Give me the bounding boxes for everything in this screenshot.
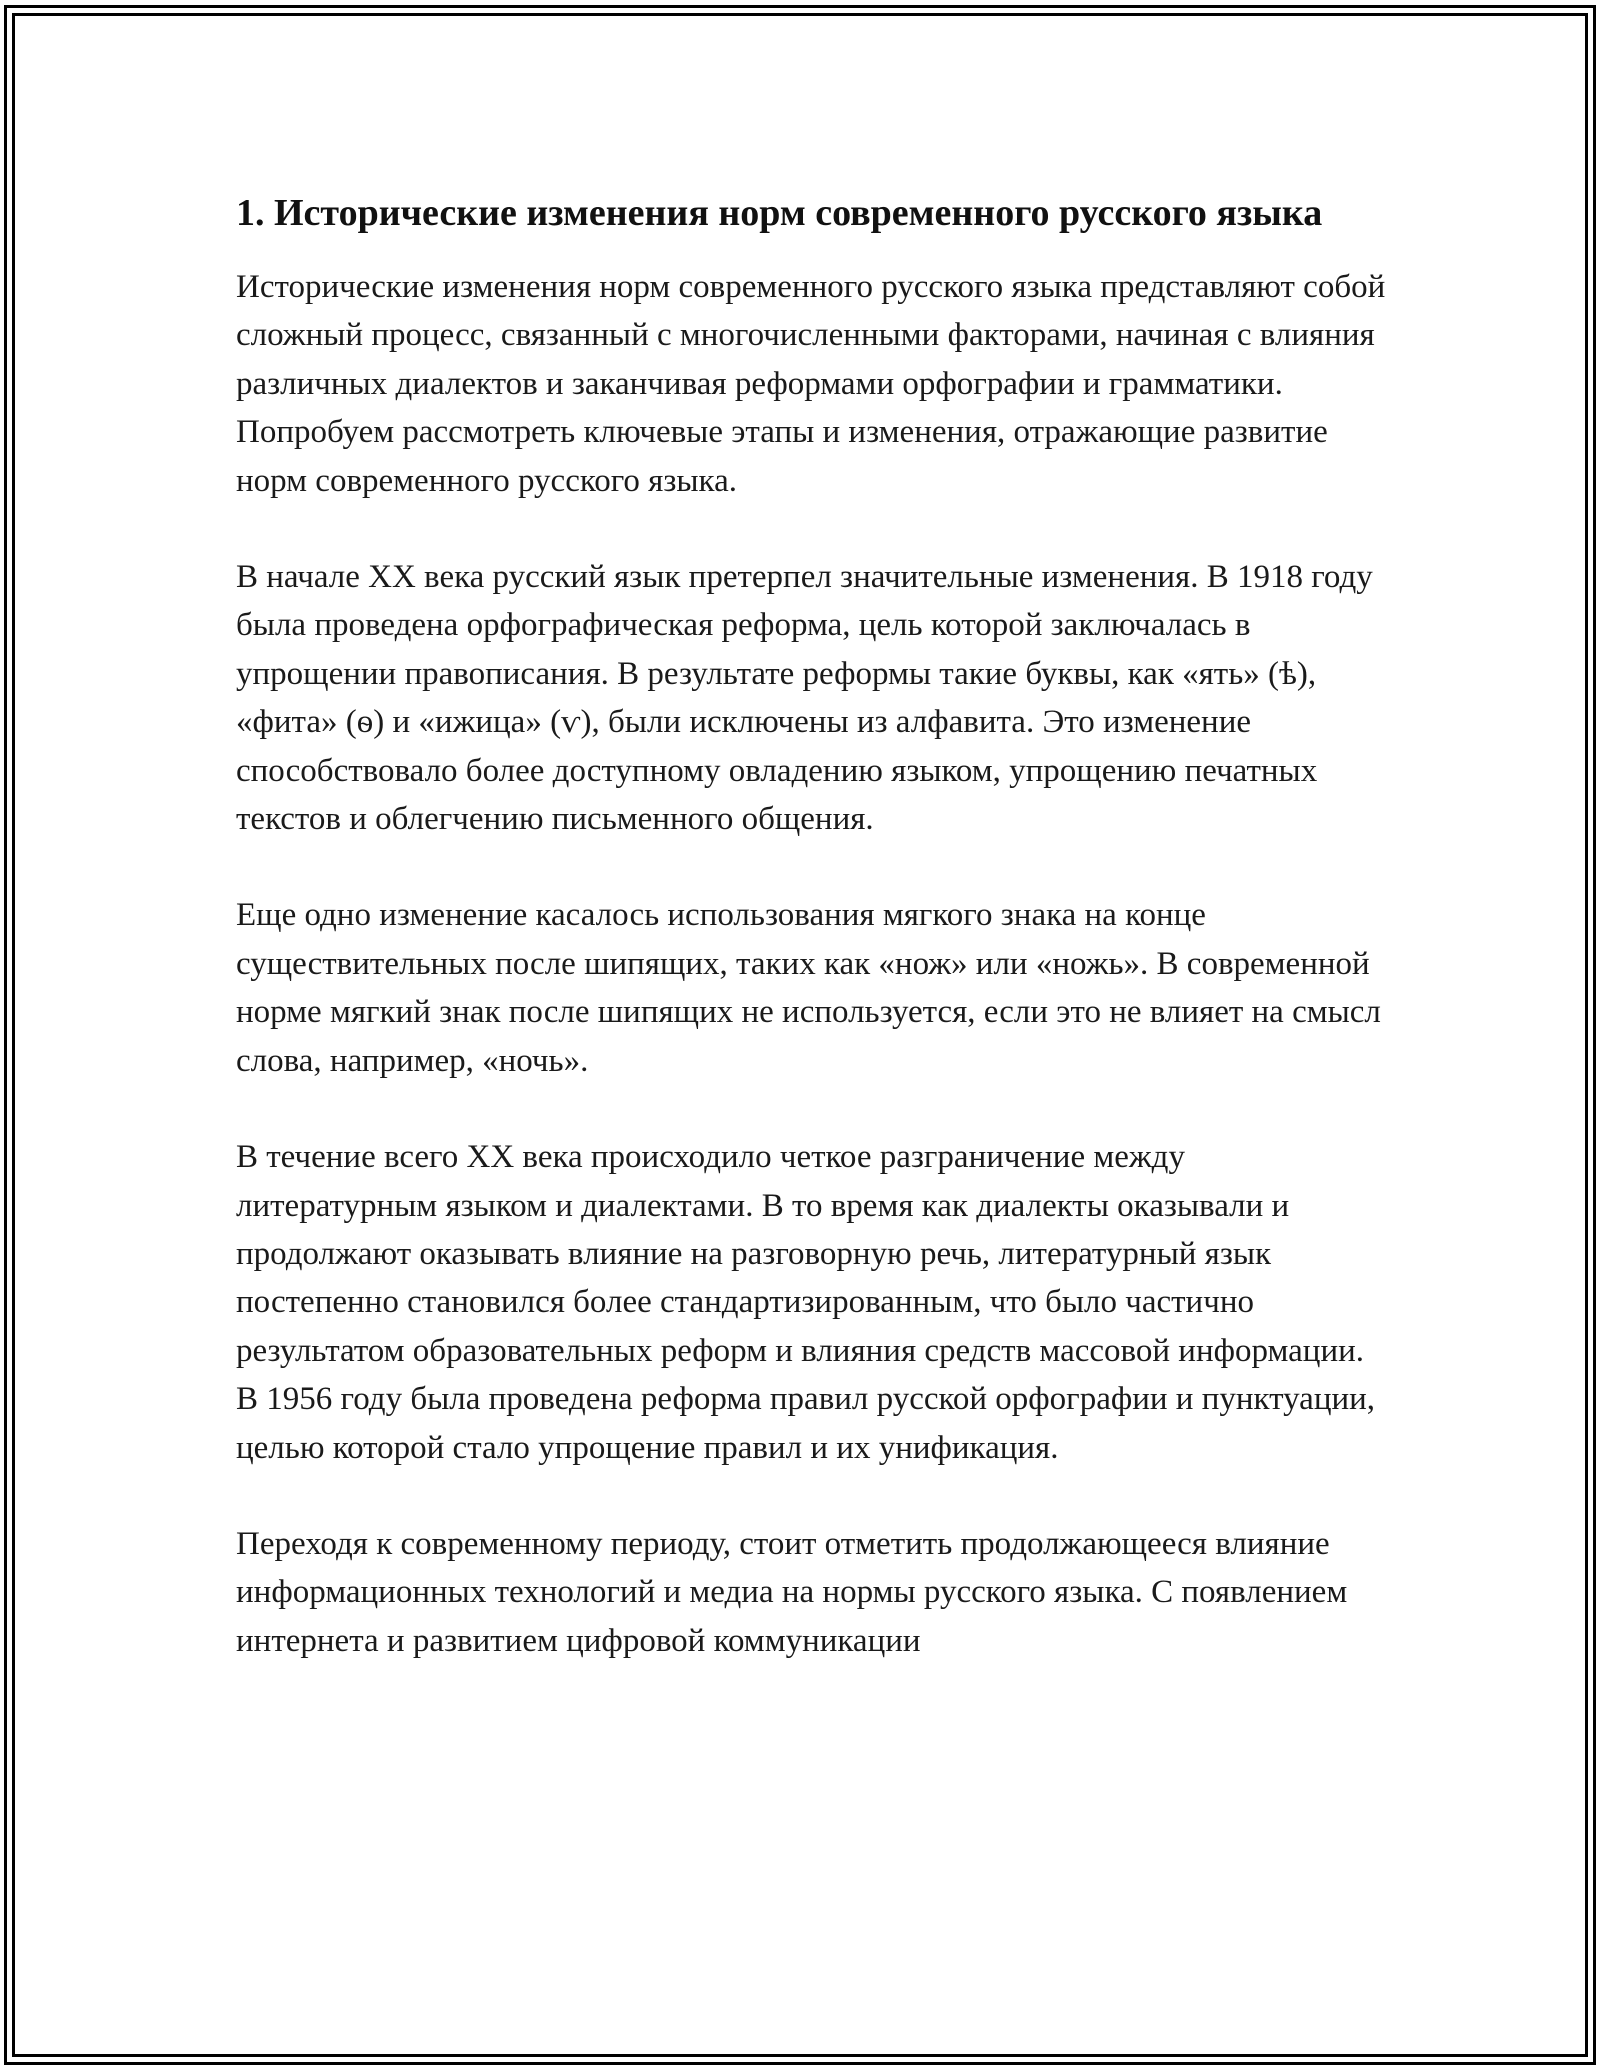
paragraph-1: Исторические изменения норм современного русского языка представляют собой сложный процесс, связанный с многочисленными факторами, начиная с влияния различных диалектов и заканчивая реформами орфографии и грамматики. Попробуем рассмотреть ключевые этапы и изменения, отражающие развитие норм современного русского языка.: [236, 269, 1386, 499]
paragraph-4: В течение всего XX века происходило четкое разграничение между литературным языком и диалектами. В то время как диалекты оказывали и продолжают оказывать влияние на разговорную речь, литературный язык постепенно становился более стандартизированным, что было частично результатом образовательных реформ и влияния средств массовой информации. В 1956 году была проведена реформа правил русской орфографии и пунктуации, целью которой стало упрощение правил и их унификация.: [236, 1139, 1376, 1466]
section-title: 1. Исторические изменения норм современного русского языка: [236, 192, 1323, 234]
document-body: [236, 186, 1386, 1665]
paragraph-5: Переходя к современному периоду, стоит отметить продолжающееся влияние информационных технологий и медиа на нормы русского языка. С появлением интернета и развитием цифровой коммуникации: [236, 1525, 1348, 1659]
paragraph-2: В начале XX века русский язык претерпел значительные изменения. В 1918 году была проведена орфографическая реформа, цель которой заключалась в упрощении правописания. В результате реформы такие буквы, как «ять» (ѣ), «фита» (ѳ) и «ижица» (ѵ), были исключены из алфавита. Это изменение способствовало более доступному овладению языком, упрощению печатных текстов и облегчению письменного общения.: [236, 559, 1373, 838]
paragraph-3: Еще одно изменение касалось использования мягкого знака на конце существительных после шипящих, таких как «нож» или «ножь». В современной норме мягкий знак после шипящих не используется, если это не влияет на смысл слова, например, «ночь».: [236, 897, 1381, 1079]
